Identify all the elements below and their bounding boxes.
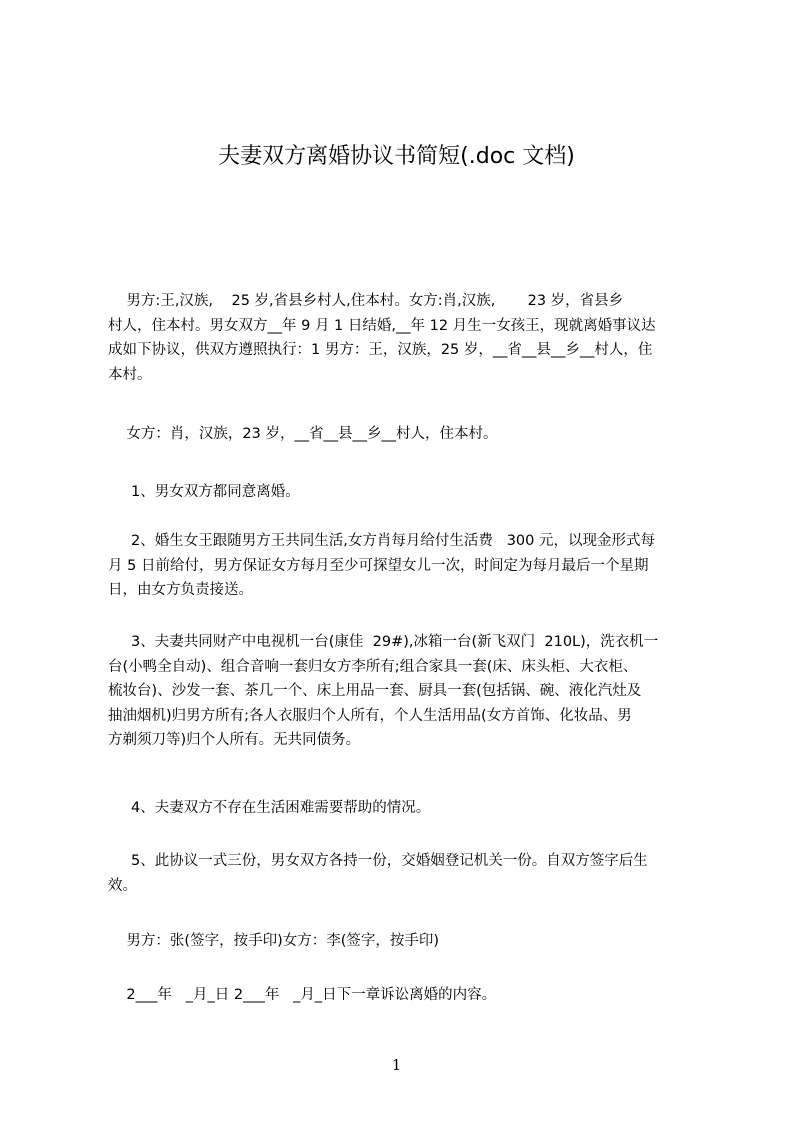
paragraph-line: 梳妆台)、沙发一套、茶几一个、床上用品一套、厨具一套(包括锅、碗、液化汽灶及 xyxy=(108,683,642,699)
paragraph-clause-3 xyxy=(108,630,708,753)
paragraph-line: 村人，住本村。男女双方__年 9 月 1 日结婚,__年 12 月生一女孩王，现就离婚事议达 xyxy=(108,317,656,334)
paragraph-clause-4 xyxy=(108,796,708,821)
paragraph-line: 5、此协议一式三份，男女双方各持一份，交婚姻登记机关一份。自双方签字后生 xyxy=(108,853,648,869)
paragraph-line: 日，由女方负责接送。 xyxy=(108,582,253,598)
paragraph-line: 2、婚生女王跟随男方王共同生活,女方肖每月给付生活费 300 元，以现金形式每 xyxy=(108,533,655,549)
paragraph-clause-2 xyxy=(108,529,708,603)
page-number: 1 xyxy=(391,1056,402,1074)
paragraph-clause-1 xyxy=(108,480,708,505)
paragraph-line: 1、男女双方都同意离婚。 xyxy=(108,484,300,500)
paragraph-line: 方剃须刀等)归个人所有。无共同债务。 xyxy=(108,732,361,748)
paragraph-line: 成如下协议，供双方遵照执行：1 男方：王，汉族，25 岁，__省__县__乡__村人，住 xyxy=(108,342,653,358)
paragraph-line: 抽油烟机)归男方所有;各人衣服归个人所有，个人生活用品(女方首饰、化妆品、男 xyxy=(108,707,632,724)
paragraph-clause-5 xyxy=(108,849,708,898)
paragraph-line: 4、夫妻双方不存在生活困难需要帮助的情况。 xyxy=(108,800,431,816)
paragraph-line: 男方：张(签字，按手印)女方：李(签字，按手印) xyxy=(108,933,440,949)
paragraph-wife-info xyxy=(108,422,708,447)
document-title: 夫妻双方离婚协议书简短(.doc 文档) xyxy=(218,144,575,169)
paragraph-line: 2___年 _月_日 2___年 _月_日下一章诉讼离婚的内容。 xyxy=(108,987,497,1003)
paragraph-line: 3、夫妻共同财产中电视机一台(康佳 29#),冰箱一台(新飞双门 210L)，洗衣机一 xyxy=(108,634,659,650)
paragraph-line: 效。 xyxy=(108,877,137,894)
paragraph-line: 男方:王,汉族, 25 岁,省县乡村人,住本村。女方:肖,汉族, 23 岁，省县乡 xyxy=(108,293,624,309)
paragraph-line: 女方：肖，汉族，23 岁，__省__县__乡__村人，住本村。 xyxy=(108,426,498,442)
paragraph-line: 月 5 日前给付，男方保证女方每月至少可探望女儿一次，时间定为每月最后一个星期 xyxy=(108,557,649,574)
paragraph-dates xyxy=(108,983,708,1008)
paragraph-parties-intro xyxy=(108,289,708,387)
paragraph-signatures xyxy=(108,929,708,954)
paragraph-line: 本村。 xyxy=(108,366,152,383)
paragraph-line: 台(小鸭全自动)、组合音响一套归女方李所有;组合家具一套(床、床头柜、大衣柜、 xyxy=(108,658,638,675)
